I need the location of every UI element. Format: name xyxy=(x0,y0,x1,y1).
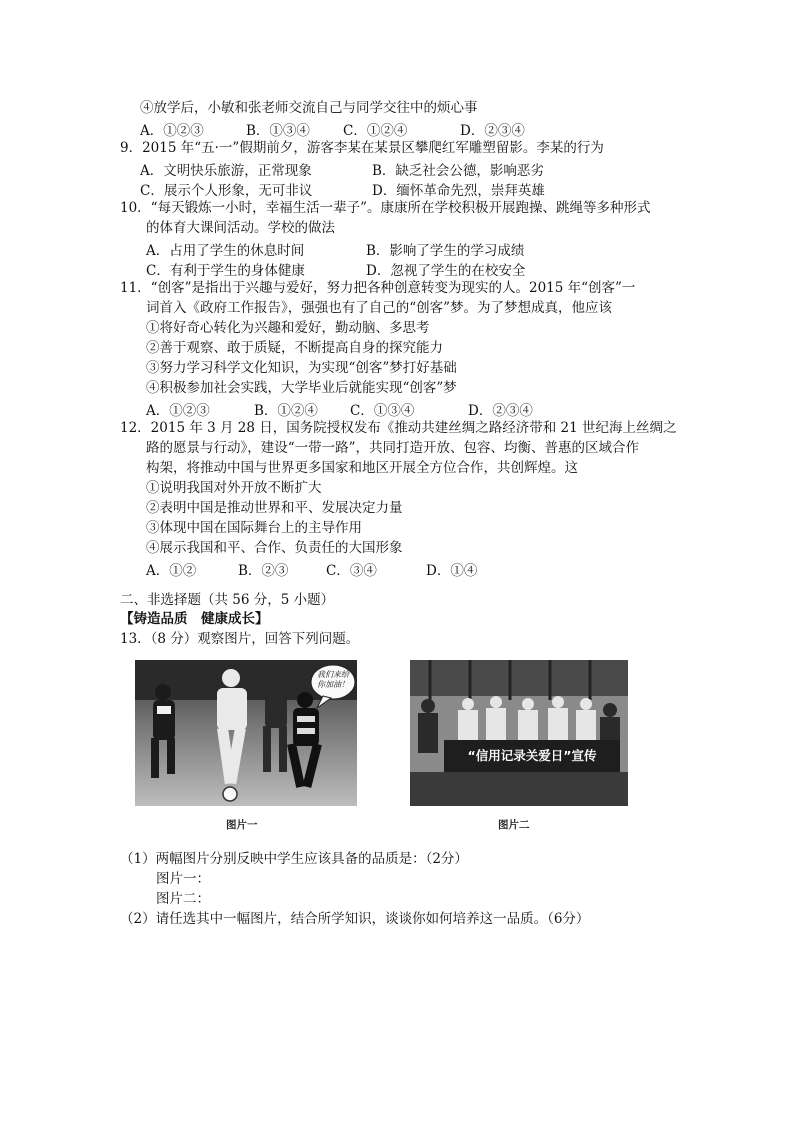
q11-item-1: ①将好奇心转化为兴趣和爱好，勤动脑、多思考 xyxy=(146,320,430,336)
q12-option-b: B．②③ xyxy=(238,563,289,579)
q12-option-a: A．①② xyxy=(146,563,197,579)
q8-option-a: A．①②③ xyxy=(140,123,204,139)
q11-option-a: A．①②③ xyxy=(146,403,210,419)
answer-label-photo-one: 图片一： xyxy=(156,871,210,887)
q10-stem-line2: 的体育大课间活动。学校的做法 xyxy=(146,220,335,236)
q10-option-c: C．有利于学生的身体健康 xyxy=(146,263,305,279)
q12-stem-line3: 构架，将推动中国与世界更多国家和地区开展全方位合作，共创辉煌。这 xyxy=(146,460,578,476)
q8-option-d: D．②③④ xyxy=(460,123,525,139)
q12-option-d: D．①④ xyxy=(426,563,478,579)
q10-option-d: D．忽视了学生的在校安全 xyxy=(366,263,526,279)
q12-item-4: ④展示我国和平、合作、负责任的大国形象 xyxy=(146,540,403,556)
q12-stem-line1: 12．2015 年 3 月 28 日，国务院授权发布《推动共建丝绸之路经济带和 21 世纪海上丝绸之 xyxy=(120,420,677,436)
q11-item-4: ④积极参加社会实践，大学毕业后就能实现“创客”梦 xyxy=(146,380,457,396)
section-2-subtitle: 【铸造品质 健康成长】 xyxy=(120,611,269,627)
q12-item-3: ③体现中国在国际舞台上的主导作用 xyxy=(146,520,362,536)
photo-two-banner xyxy=(410,660,628,806)
photo-one-soccer xyxy=(135,660,357,806)
q12-item-1: ①说明我国对外开放不断扩大 xyxy=(146,480,322,496)
q13-sub-question-2: （2）请任选其中一幅图片，结合所学知识，谈谈你如何培养这一品质。（6分） xyxy=(120,911,590,927)
q10-option-b: B．影响了学生的学习成绩 xyxy=(366,243,525,259)
q12-item-2: ②表明中国是推动世界和平、发展决定力量 xyxy=(146,500,403,516)
q11-option-d: D．②③④ xyxy=(468,403,533,419)
q9-option-d: D．缅怀革命先烈，崇拜英雄 xyxy=(372,183,545,199)
banner-text: “信用记录关爱日”宣传 xyxy=(467,748,597,763)
q11-item-3: ③努力学习科学文化知识，为实现“创客”梦打好基础 xyxy=(146,360,457,376)
q11-option-c: C．①③④ xyxy=(350,403,415,419)
q8-option-b: B．①③④ xyxy=(246,123,310,139)
caption-photo-one: 图片一 xyxy=(226,819,258,831)
q8-item-4: ④放学后，小敏和张老师交流自己与同学交往中的烦心事 xyxy=(140,100,478,116)
q9-option-c: C．展示个人形象，无可非议 xyxy=(140,183,313,199)
q11-stem-line2: 词首入《政府工作报告》，强强也有了自己的“创客”梦。为了梦想成真，他应该 xyxy=(146,300,613,316)
q13-stem: 13．（8 分）观察图片，回答下列问题。 xyxy=(120,631,360,647)
q9-option-a: A．文明快乐旅游，正常现象 xyxy=(140,163,312,179)
answer-label-photo-two: 图片二： xyxy=(156,891,210,907)
q11-option-b: B．①②④ xyxy=(254,403,318,419)
q12-stem-line2: 路的愿景与行动》，建设“一带一路”，共同打造开放、包容、均衡、普惠的区域合作 xyxy=(146,440,640,456)
caption-photo-two: 图片二 xyxy=(498,819,530,831)
q10-stem-line1: 10．“每天锻炼一小时，幸福生活一辈子”。康康所在学校积极开展跑操、跳绳等多种形式 xyxy=(120,200,651,216)
q9-stem: 9．2015 年“五·一”假期前夕，游客李某在某景区攀爬红军雕塑留影。李某的行为 xyxy=(120,140,604,156)
q13-sub-question-1: （1）两幅图片分别反映中学生应该具备的品质是：（2分） xyxy=(120,851,468,867)
speech-bubble-text: 我们来给你加油！ xyxy=(317,670,349,689)
q11-item-2: ②善于观察、敢于质疑，不断提高自身的探究能力 xyxy=(146,340,443,356)
q12-option-c: C．③④ xyxy=(326,563,377,579)
q11-stem-line1: 11．“创客”是指出于兴趣与爱好，努力把各种创意转变为现实的人。2015 年“创客”一 xyxy=(120,280,636,296)
q10-option-a: A．占用了学生的休息时间 xyxy=(146,243,305,259)
section-2-title: 二、非选择题（共 56 分，5 小题） xyxy=(120,592,335,608)
q8-option-c: C．①②④ xyxy=(343,123,408,139)
q9-option-b: B．缺乏社会公德，影响恶劣 xyxy=(372,163,544,179)
